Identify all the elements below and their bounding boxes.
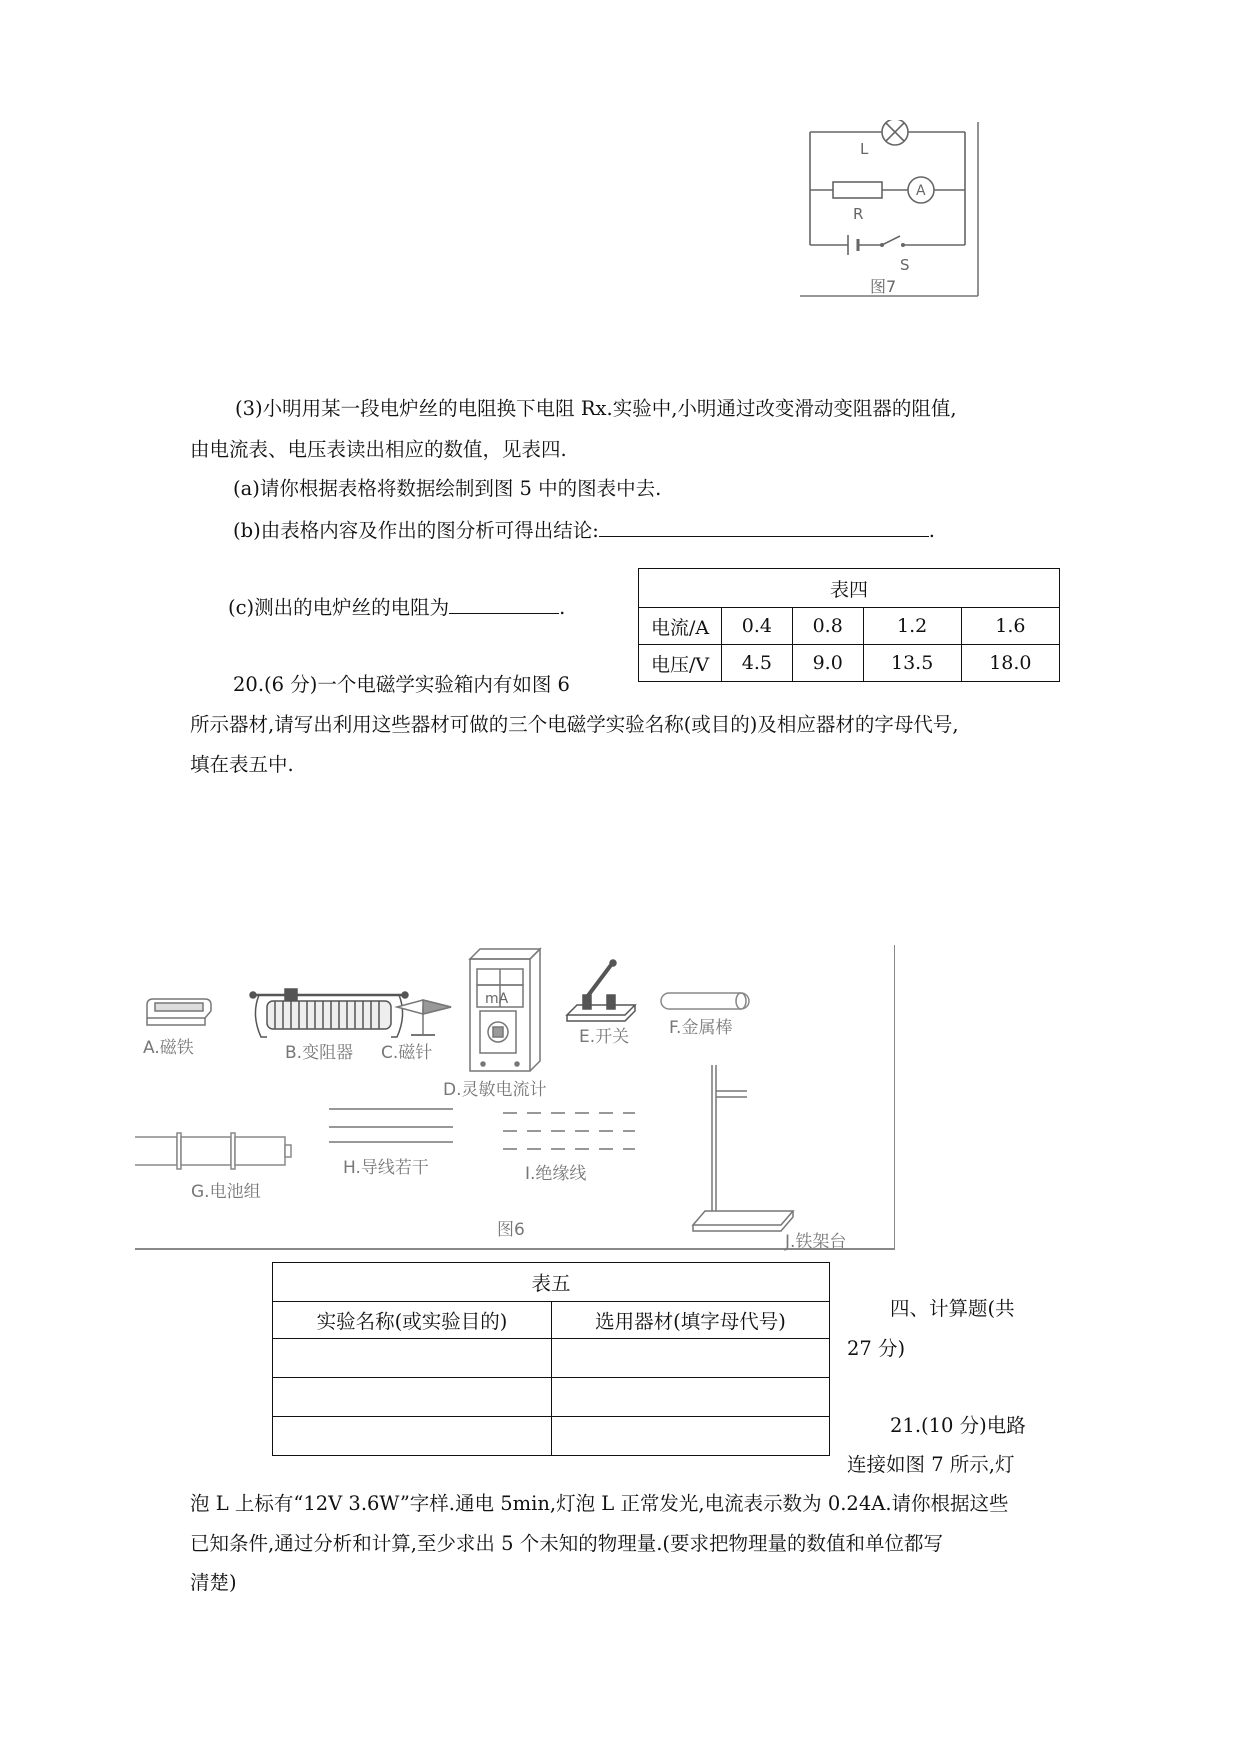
table-cell: 13.5 (863, 645, 961, 682)
q19-3-b: (b)由表格内容及作出的图分析可得出结论: . (233, 514, 935, 545)
table-4-title: 表四 (639, 569, 1060, 608)
battery-pack-icon (135, 1133, 291, 1169)
figure-7-circuit (800, 120, 980, 300)
table-row (273, 1417, 830, 1456)
galvanometer-icon (470, 949, 540, 1071)
lamp-symbol (882, 120, 908, 145)
table-5-title: 表五 (273, 1263, 830, 1302)
label-L: L (860, 140, 869, 158)
q20-line1: 20.(6 分)一个电磁学实验箱内有如图 6 (233, 673, 570, 696)
table-cell: 9.0 (792, 645, 863, 682)
q21-line3: 泡 L 上标有“12V 3.6W”字样.通电 5min,灯泡 L 正常发光,电流表示数为 0.24A.请你根据这些 (190, 1492, 1009, 1515)
q19-3-line2: 由电流表、电压表读出相应的数值，见表四. (190, 438, 567, 461)
answer-cell[interactable] (273, 1378, 552, 1417)
q21-line1: 21.(10 分)电路 (890, 1414, 1026, 1437)
magnet-icon (147, 999, 211, 1025)
q21-line4: 已知条件,通过分析和计算,至少求出 5 个未知的物理量.(要求把物理量的数值和单位都写 (190, 1532, 944, 1555)
galvanometer-unit: mA (485, 991, 509, 1007)
answer-cell[interactable] (552, 1378, 830, 1417)
iron-stand-icon (693, 1065, 793, 1231)
table-4 (638, 568, 1060, 682)
metal-rod-icon (661, 993, 749, 1009)
label-E-switch: E.开关 (579, 1027, 630, 1047)
q21-line2: 连接如图 7 所示,灯 (847, 1453, 1015, 1476)
table-5 (272, 1262, 830, 1456)
section-4-heading-line1: 四、计算题(共 (890, 1297, 1015, 1320)
switch-icon (567, 960, 635, 1021)
figure-6-caption: 图6 (497, 1220, 525, 1240)
table-cell: 4.5 (722, 645, 793, 682)
table-row (273, 1339, 830, 1378)
figure-6 (135, 945, 895, 1250)
insulated-wire-icon (503, 1113, 635, 1149)
label-J-iron-stand: J.铁架台 (785, 1232, 847, 1252)
conclusion-blank[interactable] (599, 514, 929, 537)
q20-line3: 填在表五中. (190, 753, 294, 776)
answer-cell[interactable] (552, 1417, 830, 1456)
table-cell: 1.6 (961, 608, 1059, 645)
answer-cell[interactable] (273, 1339, 552, 1378)
label-A-magnet: A.磁铁 (143, 1038, 194, 1058)
label-C-needle: C.磁针 (381, 1043, 433, 1063)
label-G-battery: G.电池组 (191, 1182, 261, 1202)
label-S: S (900, 256, 910, 274)
q19-3-c-text: (c)测出的电炉丝的电阻为 (228, 596, 450, 619)
battery-symbol (848, 235, 858, 255)
label-A: A (916, 183, 926, 199)
table-cell: 0.8 (792, 608, 863, 645)
q19-3-c: (c)测出的电炉丝的电阻为 . (228, 591, 565, 622)
resistance-blank[interactable] (449, 591, 559, 614)
table-row (273, 1378, 830, 1417)
q19-3-line1: (3)小明用某一段电炉丝的电阻换下电阻 Rx.实验中,小明通过改变滑动变阻器的阻值, (235, 397, 957, 420)
q20-line2: 所示器材,请写出利用这些器材可做的三个电磁学实验名称(或目的)及相应器材的字母代号, (190, 713, 959, 736)
label-R: R (853, 205, 864, 223)
table-row (639, 645, 1060, 682)
table-5-header-name: 实验名称(或实验目的) (273, 1302, 552, 1339)
magnetic-needle-icon (397, 1000, 451, 1035)
table-cell: 1.2 (863, 608, 961, 645)
table-row (639, 608, 1060, 645)
q21-line5: 清楚) (190, 1571, 237, 1594)
answer-cell[interactable] (552, 1339, 830, 1378)
label-D-galvanometer: D.灵敏电流计 (443, 1080, 547, 1100)
switch-contact (880, 243, 884, 247)
table-cell: 18.0 (961, 645, 1059, 682)
row-label: 电压/V (639, 645, 722, 682)
label-F-metal-rod: F.金属棒 (669, 1018, 733, 1038)
q19-3-b-text: (b)由表格内容及作出的图分析可得出结论: (233, 519, 599, 542)
figure-7-caption: 图7 (870, 277, 897, 296)
resistor-symbol (833, 182, 882, 198)
q19-3-a: (a)请你根据表格将数据绘制到图 5 中的图表中去. (233, 477, 662, 500)
section-4-heading-line2: 27 分) (847, 1337, 906, 1360)
row-label: 电流/A (639, 608, 722, 645)
table-5-header-equipment: 选用器材(填字母代号) (552, 1302, 830, 1339)
label-I-insulated: I.绝缘线 (525, 1164, 587, 1184)
label-B-rheostat: B.变阻器 (285, 1043, 354, 1063)
rheostat-icon (250, 989, 408, 1037)
answer-cell[interactable] (273, 1417, 552, 1456)
table-cell: 0.4 (722, 608, 793, 645)
wires-icon (329, 1109, 453, 1142)
label-H-wires: H.导线若干 (343, 1158, 429, 1178)
